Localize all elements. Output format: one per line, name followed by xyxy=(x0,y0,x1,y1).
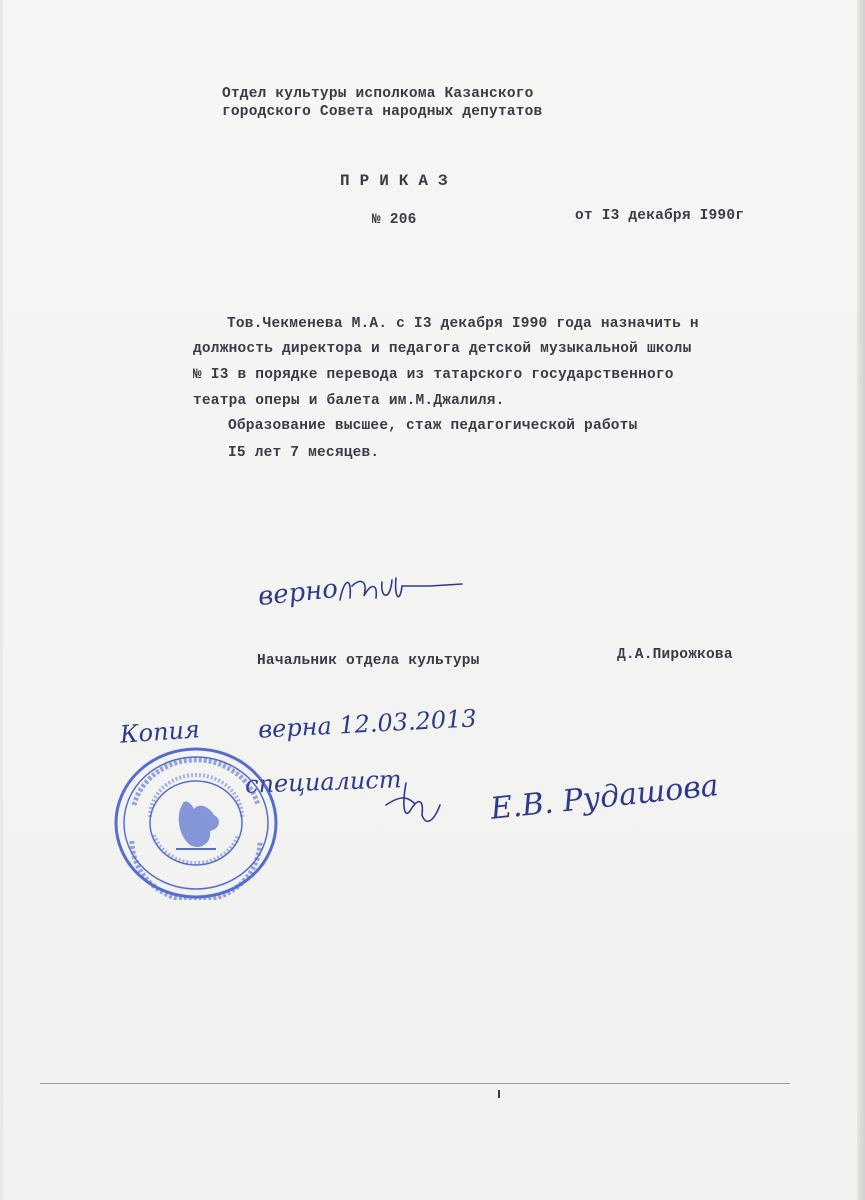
order-title: П Р И К А З xyxy=(340,172,448,190)
header-line-1: Отдел культуры исполкома Казанского xyxy=(222,86,534,102)
body-line-3: № I3 в порядке перевода из татарского государственного xyxy=(193,367,674,383)
handwritten-verna-date: верна 12.03.2013 xyxy=(257,704,478,744)
body-line-2: должность директора и педагога детской музыкальной школы xyxy=(193,341,692,357)
signature-position: Начальник отдела культуры xyxy=(257,653,480,669)
handwritten-specialist: специалист xyxy=(244,765,403,799)
body-line-5: Образование высшее, стаж педагогической работы xyxy=(228,418,638,434)
specialist-signature-icon xyxy=(380,775,450,835)
page-edge-right xyxy=(857,0,865,1200)
handwritten-kopiya: Копия xyxy=(119,715,201,749)
bottom-rule xyxy=(40,1083,790,1084)
order-date: от I3 декабря I990г xyxy=(575,208,745,224)
mark-dot xyxy=(498,1090,500,1098)
body-line-1: Тов.Чекменева М.А. с I3 декабря I990 года назначить н xyxy=(227,316,699,332)
order-number: № 206 xyxy=(372,212,417,228)
handwritten-verno: верно xyxy=(256,573,340,613)
initials-signature-icon xyxy=(330,568,470,618)
handwritten-name: Е.В. Рудашова xyxy=(488,768,721,827)
official-seal-icon xyxy=(110,745,282,900)
header-line-2: городского Совета народных депутатов xyxy=(222,104,543,120)
body-line-6: I5 лет 7 месяцев. xyxy=(228,445,380,461)
page-edge-left xyxy=(0,0,3,1200)
body-line-4: театра оперы и балета им.М.Джалиля. xyxy=(193,393,505,409)
signature-name: Д.А.Пирожкова xyxy=(617,647,733,663)
